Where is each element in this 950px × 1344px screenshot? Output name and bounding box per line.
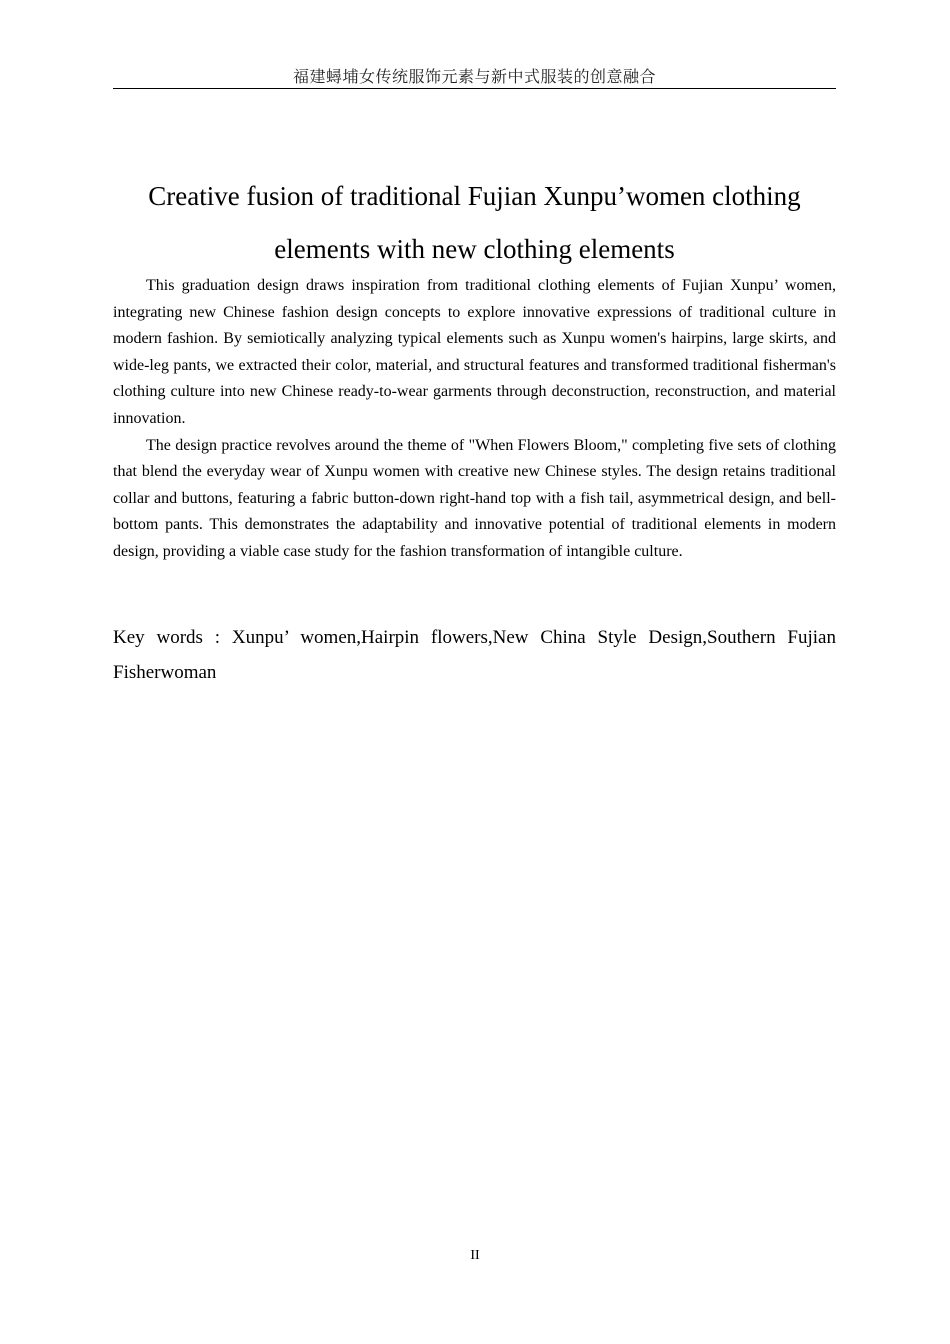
abstract-paragraph-1: This graduation design draws inspiration from traditional clothing elements of Fujian Xunpu’ women, integrating new Chinese fashion design concepts to explore innovative expressions of traditional culture in modern fashion. By semiotically analyzing typical elements such as Xunpu women's hairpins, large skirts, and wide-leg pants, we extracted their color, material, and structural features and transformed traditional fisherman's clothing culture into new Chinese ready-to-wear garments through deconstruction, reconstruction, and material innovation. — [113, 277, 836, 427]
english-title: Creative fusion of traditional Fujian Xunpu’women clothing elements with new clothing elements — [148, 181, 801, 264]
page-number: II — [470, 1248, 480, 1263]
keywords: Key words : Xunpu’ women,Hairpin flowers,New China Style Design,Southern Fujian Fisherwoman — [113, 627, 836, 683]
abstract-body — [113, 273, 836, 566]
abstract-paragraph-2: The design practice revolves around the theme of "When Flowers Bloom," completing five sets of clothing that blend the everyday wear of Xunpu women with creative new Chinese styles. The design retains traditional collar and buttons, featuring a fabric button-down right-hand top with a fish tail, asymmetrical design, and bell-bottom pants. This demonstrates the adaptability and innovative potential of traditional elements in modern design, providing a viable case study for the fashion transformation of intangible culture. — [113, 436, 836, 560]
running-header: 福建蟳埔女传统服饰元素与新中式服装的创意融合 — [292, 67, 656, 86]
header-divider — [113, 88, 836, 89]
